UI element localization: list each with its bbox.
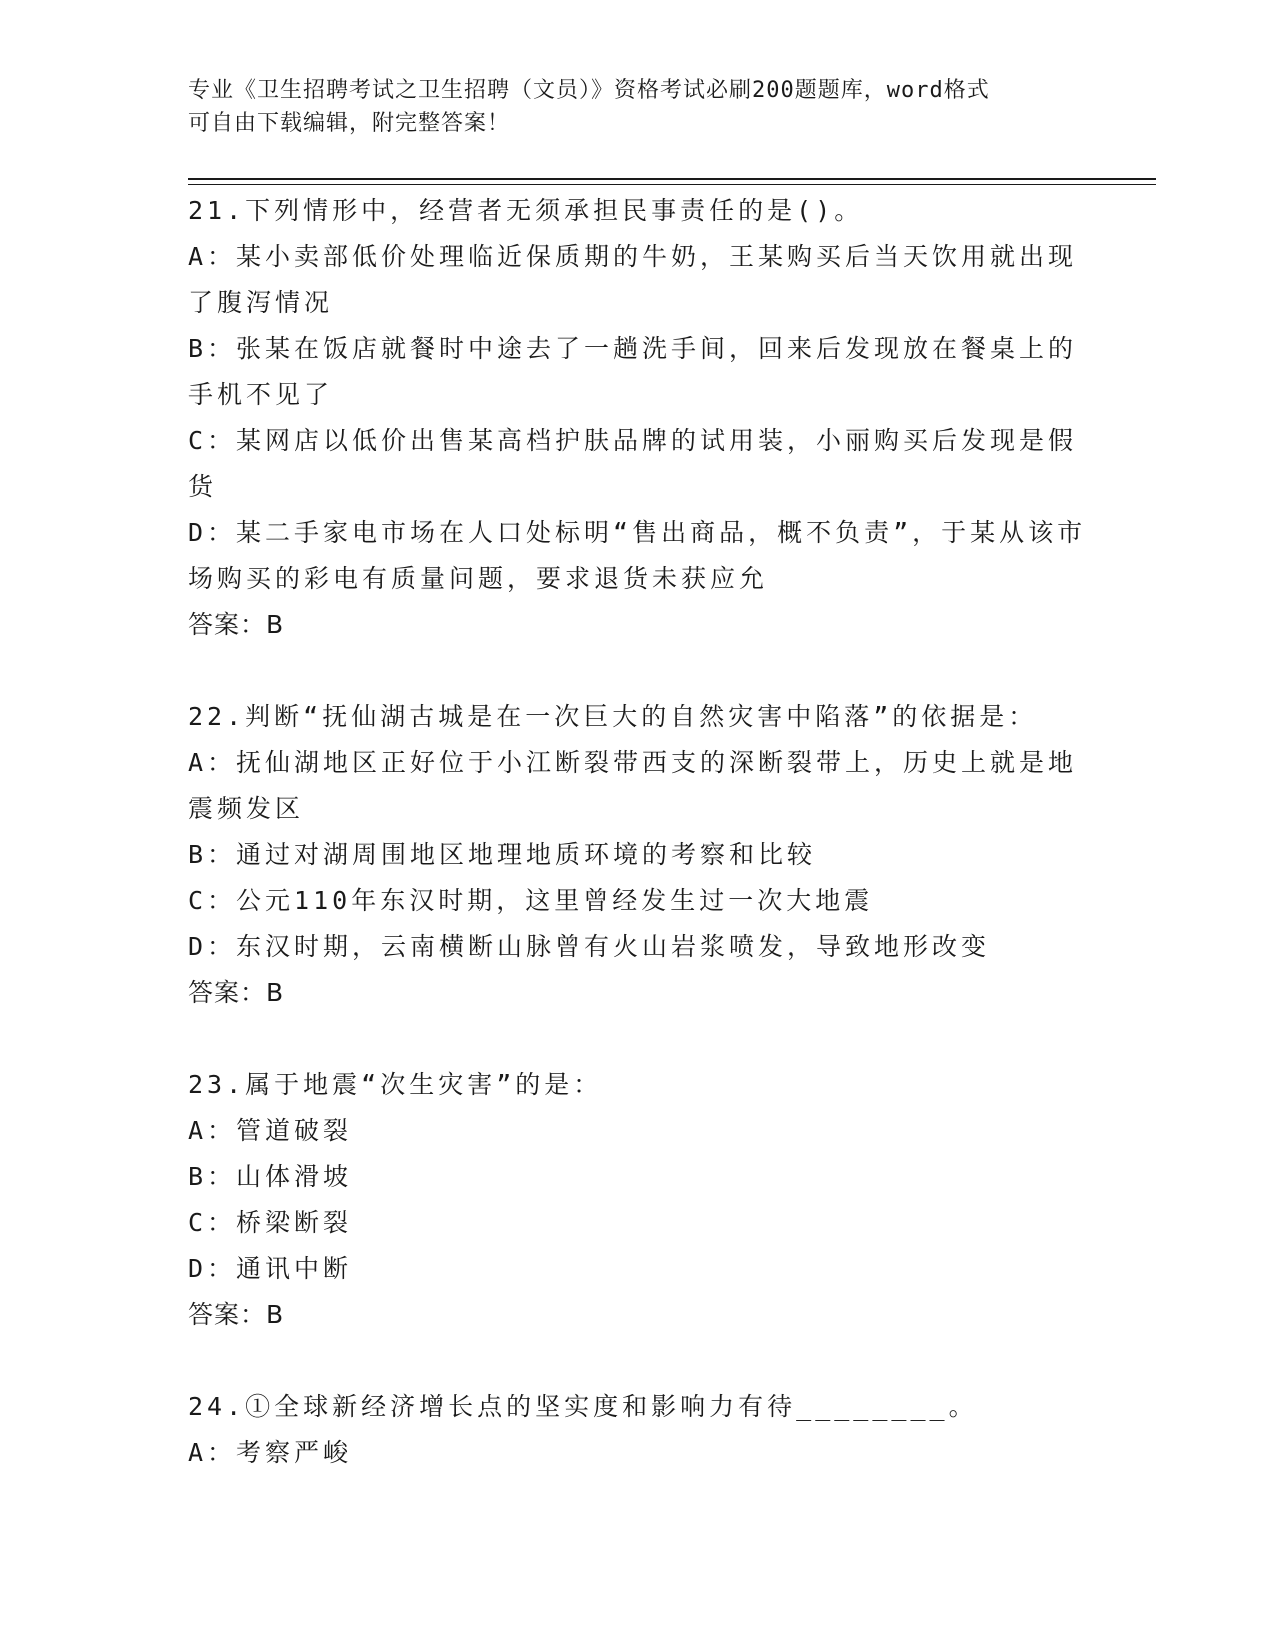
header-divider-thick: [188, 178, 1156, 180]
option-a: A：管道破裂: [188, 1116, 353, 1145]
option-a: A：抚仙湖地区正好位于小江断裂带西支的深断裂带上，历史上就是地震频发区: [188, 748, 1078, 823]
question-stem: 21.下列情形中，经营者无须承担民事责任的是()。: [188, 196, 864, 225]
option-b: B：张某在饭店就餐时中途去了一趟洗手间，回来后发现放在餐桌上的手机不见了: [188, 334, 1078, 409]
option-d: D：通讯中断: [188, 1254, 353, 1283]
option-c: C：桥梁断裂: [188, 1208, 353, 1237]
option-d: D：某二手家电市场在人口处标明“售出商品，概不负责”，于某从该市场购买的彩电有质量问题，要求退货未获应允: [188, 518, 1087, 593]
option-d: D：东汉时期，云南横断山脉曾有火山岩浆喷发，导致地形改变: [188, 932, 991, 961]
question-stem: 24.①全球新经济增长点的坚实度和影响力有待________。: [188, 1392, 978, 1421]
answer-label: 答案：B: [188, 978, 285, 1007]
question-21: [188, 188, 1088, 648]
header-line-1: 专业《卫生招聘考试之卫生招聘（文员）》资格考试必刷200题题库，word格式: [188, 78, 990, 103]
question-23: [188, 1062, 1088, 1338]
question-stem: 23.属于地震“次生灾害”的是：: [188, 1070, 603, 1099]
option-c: C：公元110年东汉时期，这里曾经发生过一次大地震: [188, 886, 874, 915]
option-b: B：山体滑坡: [188, 1162, 353, 1191]
answer-label: 答案：B: [188, 1300, 285, 1329]
document-header: [188, 74, 1068, 140]
question-24: [188, 1384, 1088, 1476]
question-22: [188, 694, 1088, 1016]
question-stem: 22.判断“抚仙湖古城是在一次巨大的自然灾害中陷落”的依据是：: [188, 702, 1038, 731]
option-a: A：某小卖部低价处理临近保质期的牛奶，王某购买后当天饮用就出现了腹泻情况: [188, 242, 1078, 317]
option-c: C：某网店以低价出售某高档护肤品牌的试用装，小丽购买后发现是假货: [188, 426, 1078, 501]
question-list: [188, 188, 1088, 1522]
answer-label: 答案：B: [188, 610, 285, 639]
header-line-2: 可自由下载编辑，附完整答案！: [188, 111, 511, 136]
header-divider-thin: [188, 184, 1156, 185]
option-b: B：通过对湖周围地区地理地质环境的考察和比较: [188, 840, 817, 869]
option-a: A：考察严峻: [188, 1438, 353, 1467]
